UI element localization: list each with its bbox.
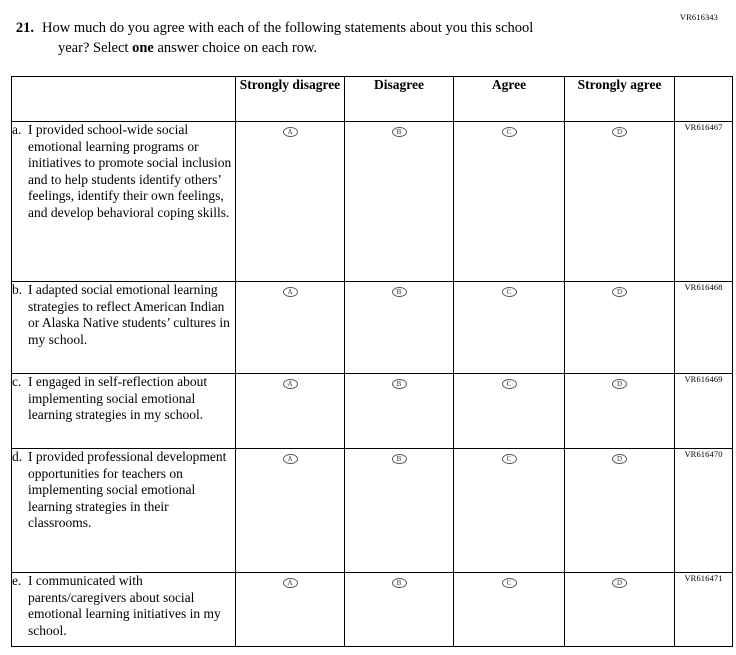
table-row: [12, 374, 733, 449]
table-row: [12, 282, 733, 374]
radio-bubble-icon[interactable]: A: [283, 287, 298, 297]
radio-e-strongly-agree[interactable]: [565, 573, 675, 647]
column-header-agree: Agree: [454, 77, 565, 122]
question-text-line1: How much do you agree with each of the following statements about you this school: [42, 20, 534, 36]
column-header-var: [675, 77, 733, 122]
row-letter-d: d.: [12, 449, 23, 464]
row-letter-c: c.: [12, 374, 22, 389]
radio-b-agree[interactable]: [454, 282, 565, 374]
question-block: [14, 18, 664, 58]
row-text-d: I provided professional development opportunities for teachers on implementing social emotional learning strategies in their classrooms.: [28, 449, 227, 531]
radio-bubble-icon[interactable]: D: [612, 287, 627, 297]
radio-bubble-icon[interactable]: D: [612, 578, 627, 588]
radio-d-agree[interactable]: [454, 449, 565, 573]
table-row: [12, 449, 733, 573]
radio-bubble-icon[interactable]: A: [283, 454, 298, 464]
radio-bubble-icon[interactable]: D: [612, 454, 627, 464]
response-matrix-table: [11, 76, 733, 647]
row-letter-a: a.: [12, 122, 22, 137]
row-stem-a: [12, 122, 236, 282]
column-header-stem: [12, 77, 236, 122]
row-var-code-c: VR616469: [675, 374, 733, 449]
radio-a-agree[interactable]: [454, 122, 565, 282]
radio-bubble-icon[interactable]: C: [502, 454, 517, 464]
radio-bubble-icon[interactable]: B: [392, 454, 407, 464]
question-var-code: VR616343: [679, 12, 718, 22]
question-text: [42, 18, 664, 58]
row-var-code-b: VR616468: [675, 282, 733, 374]
row-var-code-a: VR616467: [675, 122, 733, 282]
radio-d-disagree[interactable]: [345, 449, 454, 573]
radio-bubble-icon[interactable]: C: [502, 578, 517, 588]
row-var-code-e: VR616471: [675, 573, 733, 647]
radio-b-disagree[interactable]: [345, 282, 454, 374]
row-stem-b: [12, 282, 236, 374]
radio-bubble-icon[interactable]: C: [502, 127, 517, 137]
radio-b-strongly-agree[interactable]: [565, 282, 675, 374]
radio-bubble-icon[interactable]: D: [612, 379, 627, 389]
row-stem-e: [12, 573, 236, 647]
radio-c-agree[interactable]: [454, 374, 565, 449]
row-text-e: I communicated with parents/caregivers about social emotional learning initiatives in my school.: [28, 573, 221, 638]
table-row: [12, 122, 733, 282]
radio-bubble-icon[interactable]: D: [612, 127, 627, 137]
radio-bubble-icon[interactable]: A: [283, 578, 298, 588]
radio-a-strongly-disagree[interactable]: [236, 122, 345, 282]
radio-a-disagree[interactable]: [345, 122, 454, 282]
question-text-line2-post: answer choice on each row.: [153, 40, 318, 56]
row-stem-d: [12, 449, 236, 573]
radio-bubble-icon[interactable]: B: [392, 127, 407, 137]
radio-c-strongly-disagree[interactable]: [236, 374, 345, 449]
row-text-c: I engaged in self-reflection about implementing social emotional learning strategies in my school.: [28, 374, 208, 423]
row-text-b: I adapted social emotional learning strategies to reflect American Indian or Alaska Native students’ cultures in my school.: [28, 282, 230, 347]
radio-e-agree[interactable]: [454, 573, 565, 647]
radio-bubble-icon[interactable]: A: [283, 379, 298, 389]
table-header-row: [12, 77, 733, 122]
radio-d-strongly-agree[interactable]: [565, 449, 675, 573]
radio-d-strongly-disagree[interactable]: [236, 449, 345, 573]
question-number: 21.: [15, 20, 34, 36]
radio-e-disagree[interactable]: [345, 573, 454, 647]
radio-bubble-icon[interactable]: B: [392, 379, 407, 389]
row-letter-b: b.: [12, 282, 23, 297]
radio-bubble-icon[interactable]: C: [502, 287, 517, 297]
column-header-strongly-disagree: Strongly disagree: [236, 77, 345, 122]
radio-c-strongly-agree[interactable]: [565, 374, 675, 449]
radio-c-disagree[interactable]: [345, 374, 454, 449]
radio-bubble-icon[interactable]: A: [283, 127, 298, 137]
row-var-code-d: VR616470: [675, 449, 733, 573]
row-letter-e: e.: [12, 573, 22, 588]
column-header-strongly-agree: Strongly agree: [565, 77, 675, 122]
question-text-emphasis: one: [132, 40, 154, 56]
row-text-a: I provided school-wide social emotional learning programs or initiatives to promote social inclusion and to help students identify others’ feelings, identify their own feelings, and develop behavioral coping skills.: [28, 122, 232, 220]
radio-bubble-icon[interactable]: B: [392, 287, 407, 297]
radio-a-strongly-agree[interactable]: [565, 122, 675, 282]
question-text-line2-pre: year? Select: [58, 40, 133, 56]
radio-bubble-icon[interactable]: C: [502, 379, 517, 389]
radio-e-strongly-disagree[interactable]: [236, 573, 345, 647]
column-header-disagree: Disagree: [345, 77, 454, 122]
row-stem-c: [12, 374, 236, 449]
radio-bubble-icon[interactable]: B: [392, 578, 407, 588]
radio-b-strongly-disagree[interactable]: [236, 282, 345, 374]
table-row: [12, 573, 733, 647]
